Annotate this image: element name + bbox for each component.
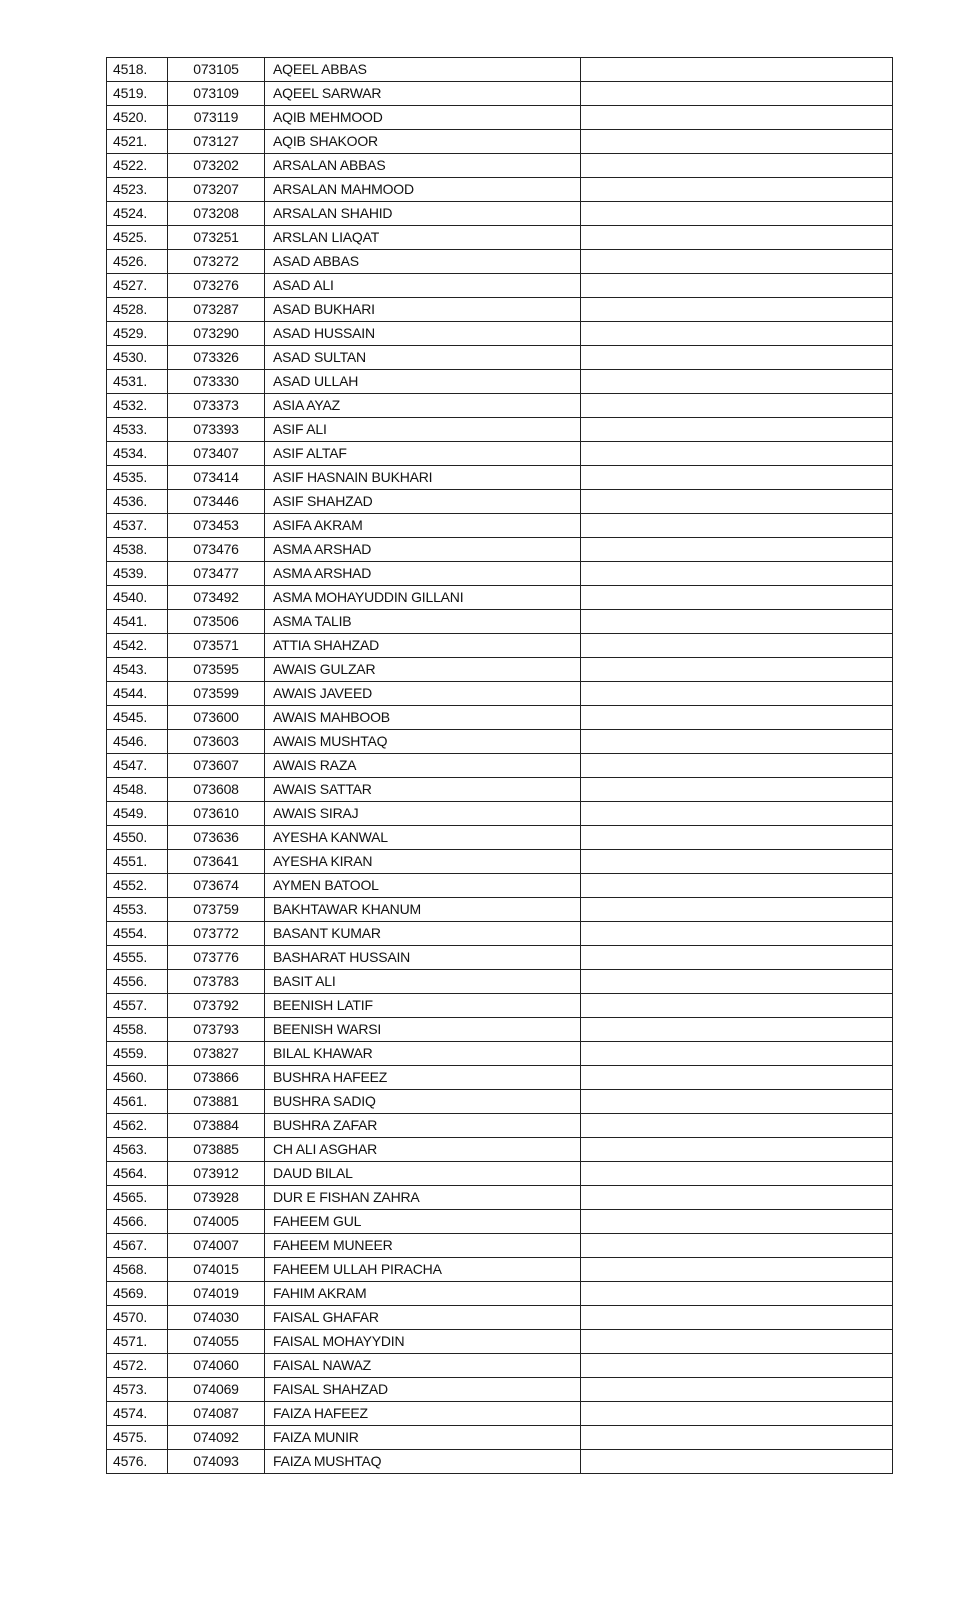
candidate-name-cell: ASAD SULTAN — [265, 346, 581, 370]
roll-number-cell: 073290 — [168, 322, 265, 346]
table-row — [107, 1186, 893, 1210]
serial-number-cell: 4548. — [107, 778, 168, 802]
table-row — [107, 394, 893, 418]
table-row — [107, 226, 893, 250]
remarks-cell — [581, 1354, 893, 1378]
roll-number-cell: 074060 — [168, 1354, 265, 1378]
candidate-name-cell: AQIB SHAKOOR — [265, 130, 581, 154]
table-row — [107, 898, 893, 922]
remarks-cell — [581, 802, 893, 826]
roll-number-cell: 074092 — [168, 1426, 265, 1450]
roll-number-cell: 073881 — [168, 1090, 265, 1114]
serial-number-cell: 4563. — [107, 1138, 168, 1162]
serial-number-cell: 4520. — [107, 106, 168, 130]
table-row — [107, 754, 893, 778]
table-row — [107, 994, 893, 1018]
table-row — [107, 514, 893, 538]
remarks-cell — [581, 514, 893, 538]
candidate-name-cell: FAISAL GHAFAR — [265, 1306, 581, 1330]
remarks-cell — [581, 682, 893, 706]
candidate-name-cell: FAIZA MUSHTAQ — [265, 1450, 581, 1474]
table-row — [107, 778, 893, 802]
candidate-name-cell: AWAIS SATTAR — [265, 778, 581, 802]
serial-number-cell: 4551. — [107, 850, 168, 874]
candidate-name-cell: BASIT ALI — [265, 970, 581, 994]
roll-number-cell: 074069 — [168, 1378, 265, 1402]
candidate-name-cell: CH ALI ASGHAR — [265, 1138, 581, 1162]
serial-number-cell: 4544. — [107, 682, 168, 706]
table-row — [107, 82, 893, 106]
remarks-cell — [581, 298, 893, 322]
serial-number-cell: 4532. — [107, 394, 168, 418]
table-row — [107, 946, 893, 970]
remarks-cell — [581, 538, 893, 562]
roll-number-cell: 074019 — [168, 1282, 265, 1306]
table-row — [107, 634, 893, 658]
candidate-name-cell: ASAD ABBAS — [265, 250, 581, 274]
roll-number-cell: 073492 — [168, 586, 265, 610]
table-row — [107, 1258, 893, 1282]
roll-number-cell: 073793 — [168, 1018, 265, 1042]
candidate-name-cell: AQIB MEHMOOD — [265, 106, 581, 130]
roll-number-cell: 074087 — [168, 1402, 265, 1426]
table-row — [107, 106, 893, 130]
candidate-name-cell: FAHEEM MUNEER — [265, 1234, 581, 1258]
roll-number-cell: 073373 — [168, 394, 265, 418]
serial-number-cell: 4528. — [107, 298, 168, 322]
table-row — [107, 274, 893, 298]
candidate-name-cell: ASIF ALI — [265, 418, 581, 442]
serial-number-cell: 4546. — [107, 730, 168, 754]
candidate-name-cell: ASIF SHAHZAD — [265, 490, 581, 514]
roll-number-cell: 073208 — [168, 202, 265, 226]
serial-number-cell: 4531. — [107, 370, 168, 394]
candidate-name-cell: BUSHRA SADIQ — [265, 1090, 581, 1114]
remarks-cell — [581, 1402, 893, 1426]
serial-number-cell: 4524. — [107, 202, 168, 226]
serial-number-cell: 4530. — [107, 346, 168, 370]
remarks-cell — [581, 1450, 893, 1474]
table-row — [107, 538, 893, 562]
candidate-name-cell: ASMA MOHAYUDDIN GILLANI — [265, 586, 581, 610]
candidate-name-cell: BEENISH LATIF — [265, 994, 581, 1018]
roll-number-cell: 073407 — [168, 442, 265, 466]
table-row — [107, 1282, 893, 1306]
candidate-name-cell: ASAD HUSSAIN — [265, 322, 581, 346]
table-row — [107, 370, 893, 394]
serial-number-cell: 4573. — [107, 1378, 168, 1402]
candidate-name-cell: ASIF HASNAIN BUKHARI — [265, 466, 581, 490]
roll-number-cell: 073476 — [168, 538, 265, 562]
serial-number-cell: 4558. — [107, 1018, 168, 1042]
roll-number-cell: 074055 — [168, 1330, 265, 1354]
roll-number-cell: 073453 — [168, 514, 265, 538]
table-row — [107, 1402, 893, 1426]
table-row — [107, 1114, 893, 1138]
candidate-name-cell: BAKHTAWAR KHANUM — [265, 898, 581, 922]
candidate-name-cell: ASMA ARSHAD — [265, 538, 581, 562]
candidate-name-cell: AWAIS SIRAJ — [265, 802, 581, 826]
remarks-cell — [581, 610, 893, 634]
roll-number-cell: 073885 — [168, 1138, 265, 1162]
roll-number-cell: 073884 — [168, 1114, 265, 1138]
table-row — [107, 58, 893, 82]
candidate-name-cell: FAISAL MOHAYYDIN — [265, 1330, 581, 1354]
candidate-name-cell: BUSHRA ZAFAR — [265, 1114, 581, 1138]
serial-number-cell: 4536. — [107, 490, 168, 514]
candidate-name-cell: AQEEL SARWAR — [265, 82, 581, 106]
roll-number-cell: 073674 — [168, 874, 265, 898]
candidate-name-cell: FAISAL SHAHZAD — [265, 1378, 581, 1402]
candidate-name-cell: ARSALAN SHAHID — [265, 202, 581, 226]
remarks-cell — [581, 946, 893, 970]
roll-number-cell: 073326 — [168, 346, 265, 370]
remarks-cell — [581, 1162, 893, 1186]
remarks-cell — [581, 994, 893, 1018]
candidate-name-cell: DAUD BILAL — [265, 1162, 581, 1186]
remarks-cell — [581, 778, 893, 802]
table-row — [107, 1162, 893, 1186]
roll-number-cell: 073776 — [168, 946, 265, 970]
roll-number-cell: 073603 — [168, 730, 265, 754]
roll-number-cell: 073783 — [168, 970, 265, 994]
candidate-name-cell: FAHEEM GUL — [265, 1210, 581, 1234]
candidate-name-cell: ATTIA SHAHZAD — [265, 634, 581, 658]
candidate-name-cell: BILAL KHAWAR — [265, 1042, 581, 1066]
serial-number-cell: 4521. — [107, 130, 168, 154]
roll-number-cell: 073202 — [168, 154, 265, 178]
serial-number-cell: 4565. — [107, 1186, 168, 1210]
remarks-cell — [581, 1378, 893, 1402]
serial-number-cell: 4555. — [107, 946, 168, 970]
serial-number-cell: 4535. — [107, 466, 168, 490]
roll-number-cell: 073127 — [168, 130, 265, 154]
table-row — [107, 610, 893, 634]
remarks-cell — [581, 466, 893, 490]
serial-number-cell: 4550. — [107, 826, 168, 850]
roll-number-cell: 073607 — [168, 754, 265, 778]
roll-number-cell: 074015 — [168, 1258, 265, 1282]
remarks-cell — [581, 250, 893, 274]
serial-number-cell: 4560. — [107, 1066, 168, 1090]
serial-number-cell: 4545. — [107, 706, 168, 730]
candidate-name-cell: ASIA AYAZ — [265, 394, 581, 418]
candidate-name-cell: DUR E FISHAN ZAHRA — [265, 1186, 581, 1210]
serial-number-cell: 4557. — [107, 994, 168, 1018]
serial-number-cell: 4570. — [107, 1306, 168, 1330]
remarks-cell — [581, 754, 893, 778]
roll-number-cell: 073330 — [168, 370, 265, 394]
serial-number-cell: 4538. — [107, 538, 168, 562]
remarks-cell — [581, 1330, 893, 1354]
serial-number-cell: 4561. — [107, 1090, 168, 1114]
remarks-cell — [581, 178, 893, 202]
table-row — [107, 682, 893, 706]
table-row — [107, 730, 893, 754]
table-row — [107, 178, 893, 202]
remarks-cell — [581, 850, 893, 874]
table-row — [107, 802, 893, 826]
serial-number-cell: 4576. — [107, 1450, 168, 1474]
remarks-cell — [581, 1210, 893, 1234]
table-row — [107, 1378, 893, 1402]
remarks-cell — [581, 1090, 893, 1114]
serial-number-cell: 4572. — [107, 1354, 168, 1378]
roll-number-cell: 073641 — [168, 850, 265, 874]
serial-number-cell: 4559. — [107, 1042, 168, 1066]
roll-number-cell: 073912 — [168, 1162, 265, 1186]
table-row — [107, 850, 893, 874]
serial-number-cell: 4564. — [107, 1162, 168, 1186]
table-row — [107, 562, 893, 586]
candidate-name-cell: FAIZA HAFEEZ — [265, 1402, 581, 1426]
remarks-cell — [581, 1018, 893, 1042]
remarks-cell — [581, 418, 893, 442]
table-row — [107, 922, 893, 946]
table-row — [107, 1306, 893, 1330]
remarks-cell — [581, 1186, 893, 1210]
candidate-name-cell: ARSALAN MAHMOOD — [265, 178, 581, 202]
remarks-cell — [581, 922, 893, 946]
table-row — [107, 298, 893, 322]
roll-number-cell: 073251 — [168, 226, 265, 250]
remarks-cell — [581, 442, 893, 466]
candidate-name-cell: AWAIS GULZAR — [265, 658, 581, 682]
table-row — [107, 490, 893, 514]
remarks-cell — [581, 154, 893, 178]
roll-number-cell: 073866 — [168, 1066, 265, 1090]
candidate-name-cell: FAHIM AKRAM — [265, 1282, 581, 1306]
table-row — [107, 250, 893, 274]
remarks-cell — [581, 274, 893, 298]
serial-number-cell: 4556. — [107, 970, 168, 994]
candidate-name-cell: AQEEL ABBAS — [265, 58, 581, 82]
serial-number-cell: 4562. — [107, 1114, 168, 1138]
table-row — [107, 1210, 893, 1234]
table-row — [107, 130, 893, 154]
table-row — [107, 706, 893, 730]
serial-number-cell: 4534. — [107, 442, 168, 466]
roll-number-cell: 073276 — [168, 274, 265, 298]
remarks-cell — [581, 490, 893, 514]
remarks-cell — [581, 658, 893, 682]
table-body — [107, 58, 893, 1474]
remarks-cell — [581, 1282, 893, 1306]
remarks-cell — [581, 1306, 893, 1330]
candidate-name-cell: AYESHA KANWAL — [265, 826, 581, 850]
table-row — [107, 1354, 893, 1378]
table-row — [107, 658, 893, 682]
roll-number-cell: 073595 — [168, 658, 265, 682]
candidate-name-cell: BUSHRA HAFEEZ — [265, 1066, 581, 1090]
serial-number-cell: 4525. — [107, 226, 168, 250]
serial-number-cell: 4547. — [107, 754, 168, 778]
candidate-name-cell: ARSALAN ABBAS — [265, 154, 581, 178]
table-row — [107, 1018, 893, 1042]
candidate-name-cell: BASANT KUMAR — [265, 922, 581, 946]
serial-number-cell: 4543. — [107, 658, 168, 682]
roll-number-cell: 073446 — [168, 490, 265, 514]
table-row — [107, 442, 893, 466]
roll-number-cell: 073272 — [168, 250, 265, 274]
roll-number-cell: 073772 — [168, 922, 265, 946]
serial-number-cell: 4575. — [107, 1426, 168, 1450]
roll-number-cell: 073759 — [168, 898, 265, 922]
remarks-cell — [581, 1234, 893, 1258]
roll-number-cell: 073119 — [168, 106, 265, 130]
candidate-name-cell: AWAIS RAZA — [265, 754, 581, 778]
candidate-name-cell: BEENISH WARSI — [265, 1018, 581, 1042]
roll-number-cell: 074007 — [168, 1234, 265, 1258]
serial-number-cell: 4552. — [107, 874, 168, 898]
roll-number-cell: 073287 — [168, 298, 265, 322]
candidate-list-table — [106, 57, 893, 1474]
roll-number-cell: 074005 — [168, 1210, 265, 1234]
serial-number-cell: 4533. — [107, 418, 168, 442]
roll-number-cell: 073608 — [168, 778, 265, 802]
table-row — [107, 1042, 893, 1066]
serial-number-cell: 4529. — [107, 322, 168, 346]
table-row — [107, 346, 893, 370]
candidate-name-cell: AWAIS MUSHTAQ — [265, 730, 581, 754]
serial-number-cell: 4541. — [107, 610, 168, 634]
remarks-cell — [581, 634, 893, 658]
serial-number-cell: 4553. — [107, 898, 168, 922]
remarks-cell — [581, 1138, 893, 1162]
table-row — [107, 202, 893, 226]
remarks-cell — [581, 970, 893, 994]
candidate-name-cell: BASHARAT HUSSAIN — [265, 946, 581, 970]
candidate-name-cell: ASMA ARSHAD — [265, 562, 581, 586]
candidate-name-cell: AWAIS MAHBOOB — [265, 706, 581, 730]
serial-number-cell: 4542. — [107, 634, 168, 658]
serial-number-cell: 4569. — [107, 1282, 168, 1306]
table-row — [107, 874, 893, 898]
remarks-cell — [581, 394, 893, 418]
remarks-cell — [581, 706, 893, 730]
remarks-cell — [581, 1066, 893, 1090]
serial-number-cell: 4522. — [107, 154, 168, 178]
roll-number-cell: 073571 — [168, 634, 265, 658]
table-row — [107, 586, 893, 610]
candidate-name-cell: ASAD BUKHARI — [265, 298, 581, 322]
candidate-name-cell: ASIF ALTAF — [265, 442, 581, 466]
serial-number-cell: 4540. — [107, 586, 168, 610]
table-row — [107, 466, 893, 490]
table-row — [107, 154, 893, 178]
roll-number-cell: 073414 — [168, 466, 265, 490]
remarks-cell — [581, 322, 893, 346]
remarks-cell — [581, 874, 893, 898]
roll-number-cell: 073477 — [168, 562, 265, 586]
table-row — [107, 970, 893, 994]
serial-number-cell: 4537. — [107, 514, 168, 538]
serial-number-cell: 4523. — [107, 178, 168, 202]
table-row — [107, 322, 893, 346]
candidate-name-cell: AYMEN BATOOL — [265, 874, 581, 898]
candidate-name-cell: ASIFA AKRAM — [265, 514, 581, 538]
candidate-name-cell: AWAIS JAVEED — [265, 682, 581, 706]
roll-number-cell: 073207 — [168, 178, 265, 202]
table-row — [107, 1426, 893, 1450]
remarks-cell — [581, 130, 893, 154]
roll-number-cell: 073636 — [168, 826, 265, 850]
table-row — [107, 826, 893, 850]
remarks-cell — [581, 1042, 893, 1066]
serial-number-cell: 4567. — [107, 1234, 168, 1258]
candidate-name-cell: FAISAL NAWAZ — [265, 1354, 581, 1378]
remarks-cell — [581, 898, 893, 922]
candidate-name-cell: ASMA TALIB — [265, 610, 581, 634]
roll-number-cell: 074030 — [168, 1306, 265, 1330]
roll-number-cell: 073928 — [168, 1186, 265, 1210]
roll-number-cell: 073599 — [168, 682, 265, 706]
roll-number-cell: 073792 — [168, 994, 265, 1018]
roll-number-cell: 073393 — [168, 418, 265, 442]
candidate-name-cell: ARSLAN LIAQAT — [265, 226, 581, 250]
table-row — [107, 418, 893, 442]
roll-number-cell: 074093 — [168, 1450, 265, 1474]
serial-number-cell: 4566. — [107, 1210, 168, 1234]
serial-number-cell: 4519. — [107, 82, 168, 106]
remarks-cell — [581, 346, 893, 370]
table-row — [107, 1090, 893, 1114]
table-row — [107, 1450, 893, 1474]
remarks-cell — [581, 1426, 893, 1450]
remarks-cell — [581, 82, 893, 106]
roll-number-cell: 073105 — [168, 58, 265, 82]
remarks-cell — [581, 586, 893, 610]
candidate-name-cell: AYESHA KIRAN — [265, 850, 581, 874]
remarks-cell — [581, 1114, 893, 1138]
serial-number-cell: 4549. — [107, 802, 168, 826]
table-row — [107, 1234, 893, 1258]
candidate-name-cell: ASAD ALI — [265, 274, 581, 298]
roll-number-cell: 073506 — [168, 610, 265, 634]
remarks-cell — [581, 826, 893, 850]
remarks-cell — [581, 562, 893, 586]
table-row — [107, 1138, 893, 1162]
candidate-name-cell: ASAD ULLAH — [265, 370, 581, 394]
serial-number-cell: 4571. — [107, 1330, 168, 1354]
remarks-cell — [581, 106, 893, 130]
serial-number-cell: 4518. — [107, 58, 168, 82]
roll-number-cell: 073600 — [168, 706, 265, 730]
serial-number-cell: 4554. — [107, 922, 168, 946]
remarks-cell — [581, 370, 893, 394]
serial-number-cell: 4527. — [107, 274, 168, 298]
table-row — [107, 1066, 893, 1090]
candidate-name-cell: FAHEEM ULLAH PIRACHA — [265, 1258, 581, 1282]
serial-number-cell: 4539. — [107, 562, 168, 586]
candidate-name-cell: FAIZA MUNIR — [265, 1426, 581, 1450]
serial-number-cell: 4574. — [107, 1402, 168, 1426]
roll-number-cell: 073109 — [168, 82, 265, 106]
table-row — [107, 1330, 893, 1354]
remarks-cell — [581, 1258, 893, 1282]
remarks-cell — [581, 202, 893, 226]
remarks-cell — [581, 730, 893, 754]
serial-number-cell: 4568. — [107, 1258, 168, 1282]
roll-number-cell: 073610 — [168, 802, 265, 826]
remarks-cell — [581, 58, 893, 82]
serial-number-cell: 4526. — [107, 250, 168, 274]
remarks-cell — [581, 226, 893, 250]
roll-number-cell: 073827 — [168, 1042, 265, 1066]
